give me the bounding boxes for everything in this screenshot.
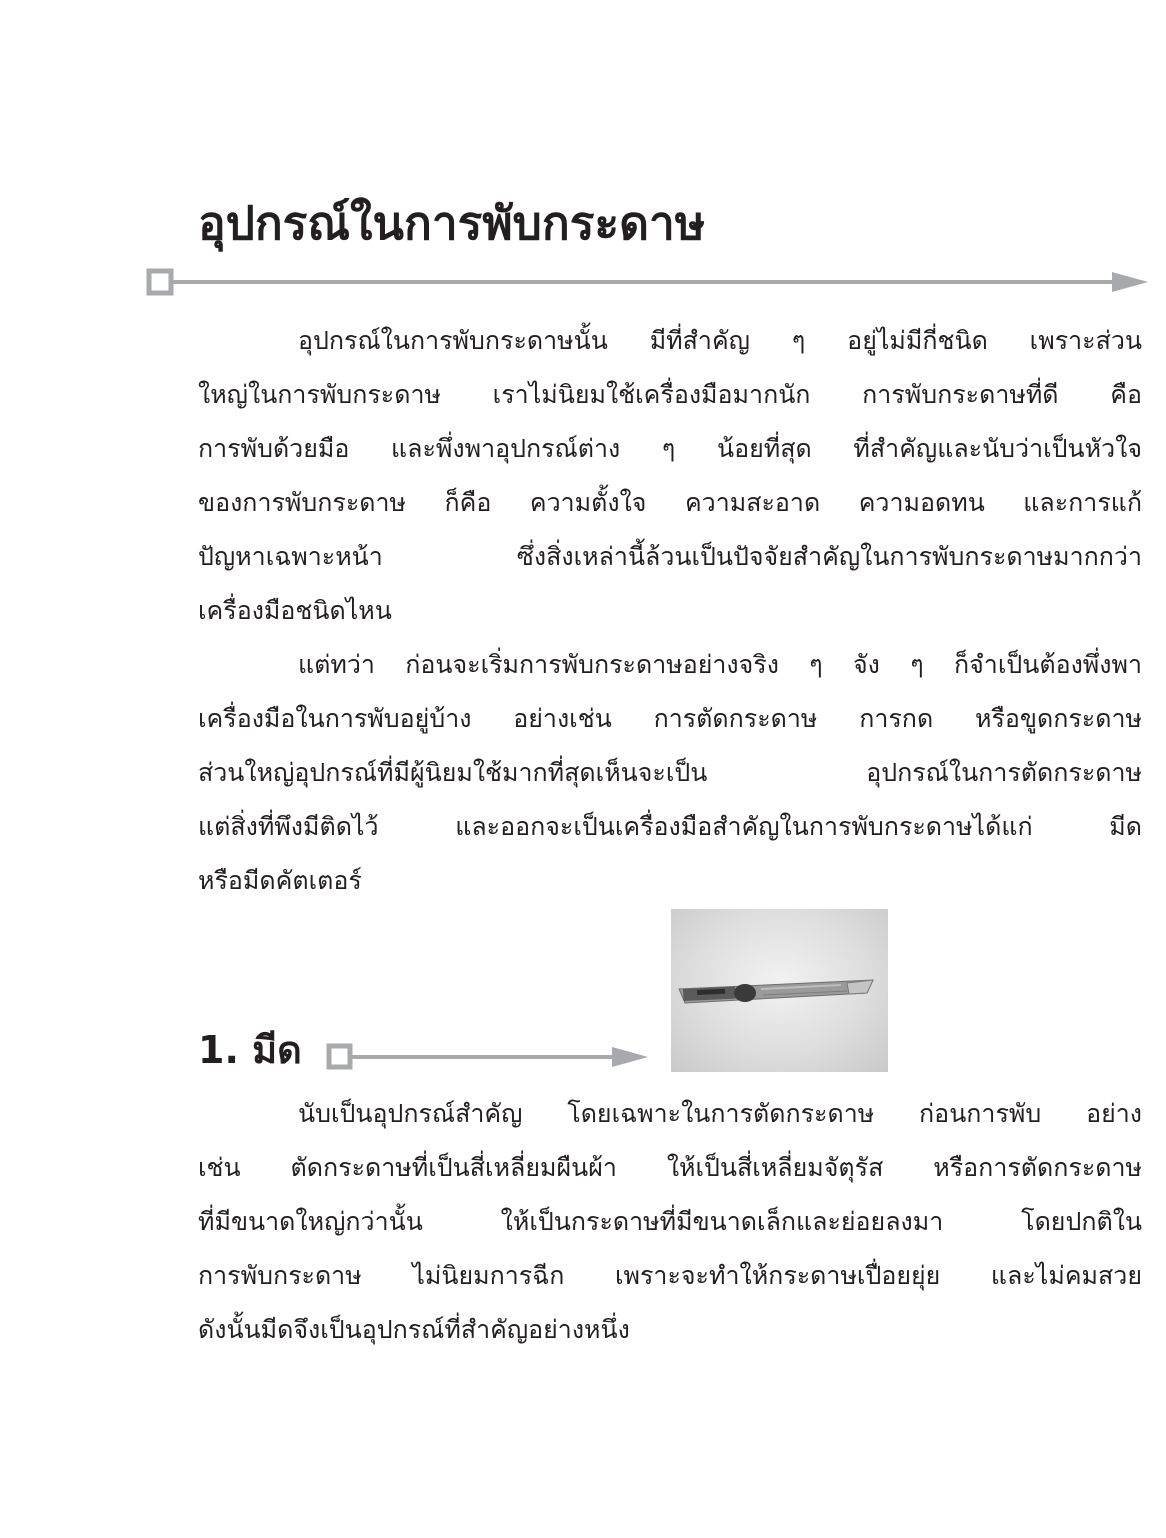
section-line: เช่น ตัดกระดาษที่เป็นสี่เหลี่ยมผืนผ้า ให้เป็นสี่เหลี่ยมจัตุรัส หรือการตัดกระดาษ bbox=[198, 1153, 1142, 1182]
title-rule-arrow bbox=[146, 268, 1152, 298]
intro-line: ส่วนใหญ่อุปกรณ์ที่มีผู้นิยมใช้มากที่สุดเห็นจะเป็น อุปกรณ์ในการตัดกระดาษ bbox=[198, 758, 1142, 787]
intro-line: แต่ทว่า ก่อนจะเริ่มการพับกระดาษอย่างจริง ๆ จัง ๆ ก็จำเป็นต้องพึ่งพา bbox=[298, 650, 1142, 679]
intro-line: ของการพับกระดาษ ก็คือ ความตั้งใจ ความสะอาด ความอดทน และการแก้ bbox=[198, 488, 1142, 517]
rule-arrowhead-icon bbox=[612, 1047, 648, 1067]
intro-line: แต่สิ่งที่พึงมีติดไว้ และออกจะเป็นเครื่องมือสำคัญในการพับกระดาษได้แก่ มีด bbox=[198, 812, 1142, 841]
rule-square-icon bbox=[329, 1046, 350, 1067]
cutter-knife-photo bbox=[671, 909, 888, 1072]
section-rule-arrow bbox=[326, 1043, 652, 1071]
cutter-knife-icon bbox=[671, 909, 888, 1072]
section-line: การพับกระดาษ ไม่นิยมการฉีก เพราะจะทำให้กระดาษเปื่อยยุ่ย และไม่คมสวย bbox=[198, 1261, 1142, 1290]
intro-line: อุปกรณ์ในการพับกระดาษนั้น มีที่สำคัญ ๆ อยู่ไม่มีกี่ชนิด เพราะส่วน bbox=[298, 326, 1142, 355]
intro-line: เครื่องมือชนิดไหน bbox=[198, 596, 392, 625]
intro-line: การพับด้วยมือ และพึ่งพาอุปกรณ์ต่าง ๆ น้อยที่สุด ที่สำคัญและนับว่าเป็นหัวใจ bbox=[198, 434, 1142, 463]
section-line: ดังนั้นมีดจึงเป็นอุปกรณ์ที่สำคัญอย่างหนึ่ง bbox=[198, 1315, 630, 1344]
section-paragraph bbox=[198, 1087, 1142, 1357]
section-line: นับเป็นอุปกรณ์สำคัญ โดยเฉพาะในการตัดกระดาษ ก่อนการพับ อย่าง bbox=[298, 1099, 1142, 1128]
intro-line: ใหญ่ในการพับกระดาษ เราไม่นิยมใช้เครื่องมือมากนัก การพับกระดาษที่ดี คือ bbox=[198, 380, 1142, 409]
section-line: ที่มีขนาดใหญ่กว่านั้น ให้เป็นกระดาษที่มีขนาดเล็กและย่อยลงมา โดยปกติใน bbox=[198, 1207, 1142, 1236]
intro-line: เครื่องมือในการพับอยู่บ้าง อย่างเช่น การตัดกระดาษ การกด หรือขูดกระดาษ bbox=[198, 704, 1142, 733]
section-heading: 1. มีด bbox=[198, 1028, 302, 1072]
intro-line: ปัญหาเฉพาะหน้า ซึ่งสิ่งเหล่านี้ล้วนเป็นปัจจัยสำคัญในการพับกระดาษมากกว่า bbox=[198, 542, 1142, 571]
intro-line: หรือมีดคัตเตอร์ bbox=[198, 866, 362, 895]
intro-paragraph bbox=[198, 314, 1142, 908]
page-title: อุปกรณ์ในการพับกระดาษ bbox=[198, 196, 706, 250]
rule-square-icon bbox=[149, 271, 171, 293]
rule-arrowhead-icon bbox=[1112, 272, 1148, 292]
